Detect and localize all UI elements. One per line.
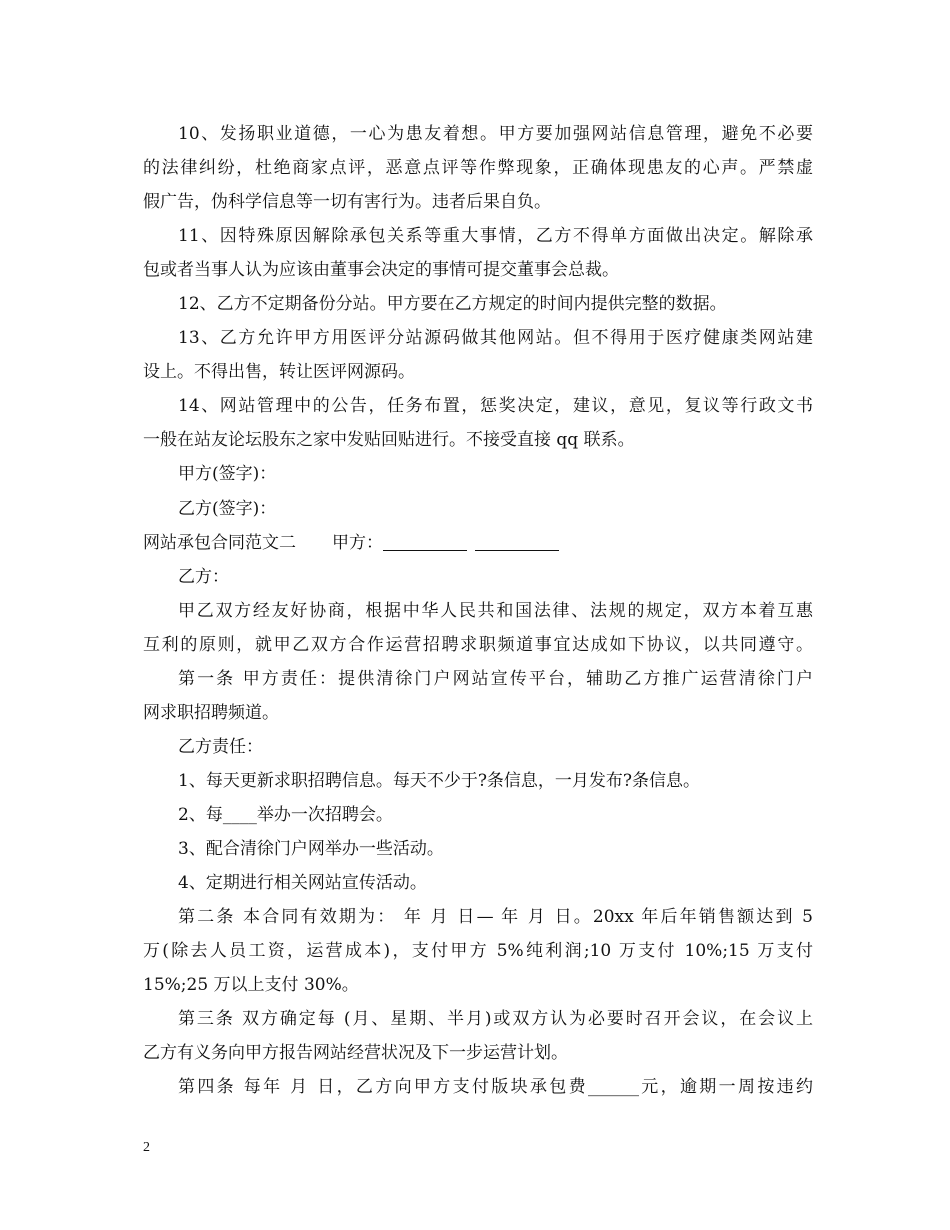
text-line: 万(除去人员工资，运营成本)，支付甲方 5%纯利润;10 万支付 10%;15 万支付 [143,941,813,962]
contract-heading-row [143,526,813,560]
list-item: 4、定期进行相关网站宣传活动。 [178,873,427,894]
text-line: 假广告，伪科学信息等一切有害行为。违者后果自负。 [143,192,551,213]
party-a-label: 甲方： [332,532,383,553]
text-line: 15%;25 万以上支付 30%。 [143,975,359,996]
list-item: 3、配合清徐门户网举办一些活动。 [178,838,444,859]
text-line: 的法律纠纷，杜绝商家点评，恶意点评等作弊现象，正确体现患友的心声。严禁虚 [143,158,813,179]
text-line: 14、网站管理中的公告，任务布置，惩奖决定，建议，意见，复议等行政文书 [178,396,813,417]
text-line: 第四条 每年 月 日，乙方向甲方支付版块承包费______元，逾期一周按违约 [178,1077,813,1098]
text-line: 一般在站友论坛股东之家中发贴回贴进行。不接受直接 qq 联系。 [143,430,635,451]
text-line: 设上。不得出售，转让医评网源码。 [143,362,415,383]
text-line: 11、因特殊原因解除承包关系等重大事情，乙方不得单方面做出决定。解除承 [178,226,813,247]
page-number: 2 [143,1140,150,1155]
contract-title: 网站承包合同范文二 [143,532,296,553]
blank-underline [383,530,467,551]
text-line: 甲乙双方经友好协商，根据中华人民共和国法律、法规的规定，双方本着互惠 [178,600,813,621]
document-body [143,117,813,1104]
text-line: 13、乙方允许甲方用医评分站源码做其他网站。但不得用于医疗健康类网站建 [178,328,813,349]
list-item: 1、每天更新求职招聘信息。每天不少于?条信息，一月发布?条信息。 [178,770,701,791]
text-line: 10、发扬职业道德，一心为患友着想。甲方要加强网站信息管理，避免不必要 [178,124,813,144]
text-line: 乙方责任： [178,736,263,757]
list-item: 2、每____举办一次招聘会。 [178,804,393,825]
text-line: 互利的原则，就甲乙双方合作运营招聘求职频道事宜达成如下协议，以共同遵守。 [143,634,813,655]
blank-underline [475,530,559,551]
text-line: 乙方有义务向甲方报告网站经营状况及下一步运营计划。 [143,1043,568,1064]
text-line: 第一条 甲方责任：提供清徐门户网站宣传平台，辅助乙方推广运营清徐门户 [178,668,813,689]
text-line: 第三条 双方确定每 (月、星期、半月)或双方认为必要时召开会议，在会议上 [178,1009,813,1030]
party-a-signature-label: 甲方(签字)： [178,464,277,485]
party-b-signature-label: 乙方(签字)： [178,498,277,519]
party-b-label: 乙方： [178,566,229,587]
text-line: 网求职招聘频道。 [143,702,279,723]
text-line: 包或者当事人认为应该由董事会决定的事情可提交董事会总裁。 [143,260,619,281]
text-line: 12、乙方不定期备份分站。甲方要在乙方规定的时间内提供完整的数据。 [178,294,727,315]
text-line: 第二条 本合同有效期为： 年 月 日— 年 月 日。20xx 年后年销售额达到 5 [178,907,813,928]
